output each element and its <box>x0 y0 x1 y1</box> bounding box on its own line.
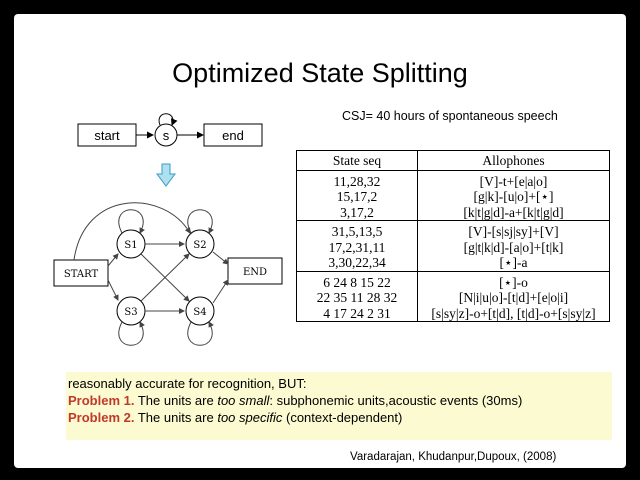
cell-seq: 17,2,31,11 <box>297 240 418 256</box>
cell-allophone: [k|t|g|d]-a+[k|t|g|d] <box>418 205 610 221</box>
citation: Varadarajan, Khudanpur,Dupoux, (2008) <box>350 451 557 463</box>
start-label: start <box>94 128 120 143</box>
state-s4-label: S4 <box>193 307 207 318</box>
graph-end-label: END <box>242 267 268 278</box>
top-chain <box>78 114 262 146</box>
table-row <box>297 271 610 290</box>
split-arrow-icon <box>157 164 175 186</box>
s-label: s <box>162 128 170 143</box>
problem-1-label: Problem 1. <box>68 393 135 408</box>
header-allophones: Allophones <box>418 151 610 171</box>
table-row <box>297 221 610 240</box>
cell-seq: 11,28,32 <box>297 170 418 189</box>
table-row <box>297 306 610 322</box>
edge-start-s3 <box>108 280 118 300</box>
edge-s2-end <box>213 252 228 264</box>
state-s1-label: S1 <box>124 240 138 251</box>
cell-allophone: [s|sy|z]-o+[t|d], [t|d]-o+[s|sy|z] <box>431 305 596 321</box>
table-row <box>297 255 610 271</box>
cell-seq: 22 35 11 28 32 <box>297 290 418 306</box>
table-row <box>297 205 610 221</box>
cell-allophone: [V]-[s|sj|sy]+[V] <box>468 224 559 239</box>
cell-seq: 15,17,2 <box>297 189 418 205</box>
edge-start-s1 <box>108 254 118 266</box>
cell-allophone: [⋆]-a <box>418 255 610 271</box>
cell-seq: 3,17,2 <box>297 205 418 221</box>
table-row <box>297 170 610 189</box>
cell-allophone: [g|k]-[u|o]+[⋆] <box>473 189 554 204</box>
end-label: end <box>222 128 244 143</box>
problem-1-emphasis: too small <box>217 393 270 408</box>
problem-1 <box>68 392 612 409</box>
state-s3-label: S3 <box>124 307 138 318</box>
table-header-row <box>297 151 610 171</box>
problem-2 <box>68 409 612 426</box>
state-s2-label: S2 <box>193 240 207 251</box>
cell-allophone: [⋆]-o <box>499 274 528 290</box>
cell-allophone: [V]-t+[e|a|o] <box>479 173 548 189</box>
cell-allophone: [g|t|k|d]-[a|o]+[t|k] <box>463 239 564 255</box>
problem-1-pre: The units are <box>134 393 218 408</box>
table-row <box>297 290 610 306</box>
problem-2-post: (context-dependent) <box>282 410 403 425</box>
problem-2-pre: The units are <box>134 410 218 425</box>
cell-seq: 3,30,22,34 <box>297 255 418 271</box>
problem-2-emphasis: too specific <box>217 410 283 425</box>
corpus-note: CSJ= 40 hours of spontaneous speech <box>342 109 558 123</box>
notes-line-1: reasonably accurate for recognition, BUT: <box>68 376 307 391</box>
cell-seq: 31,5,13,5 <box>297 221 418 240</box>
cell-seq: 6 24 8 15 22 <box>297 271 418 290</box>
table-row <box>297 240 610 256</box>
cell-allophone: [N|i|u|o]-[t|d]+[e|o|i] <box>458 290 569 305</box>
problem-2-label: Problem 2. <box>68 410 135 425</box>
hmm-graph <box>54 203 282 345</box>
slide <box>14 14 626 468</box>
slide-title: Optimized State Splitting <box>172 58 468 88</box>
problem-1-post: : subphonemic units,acoustic events (30ms) <box>269 393 523 408</box>
s-self-loop <box>159 114 173 125</box>
cell-seq: 4 17 24 2 31 <box>297 306 418 322</box>
table-row <box>297 189 610 205</box>
header-state-seq: State seq <box>297 151 418 171</box>
notes-box <box>66 372 612 440</box>
allophone-table <box>296 150 610 322</box>
graph-start-label: START <box>63 269 99 280</box>
edge-s4-end <box>213 280 228 303</box>
